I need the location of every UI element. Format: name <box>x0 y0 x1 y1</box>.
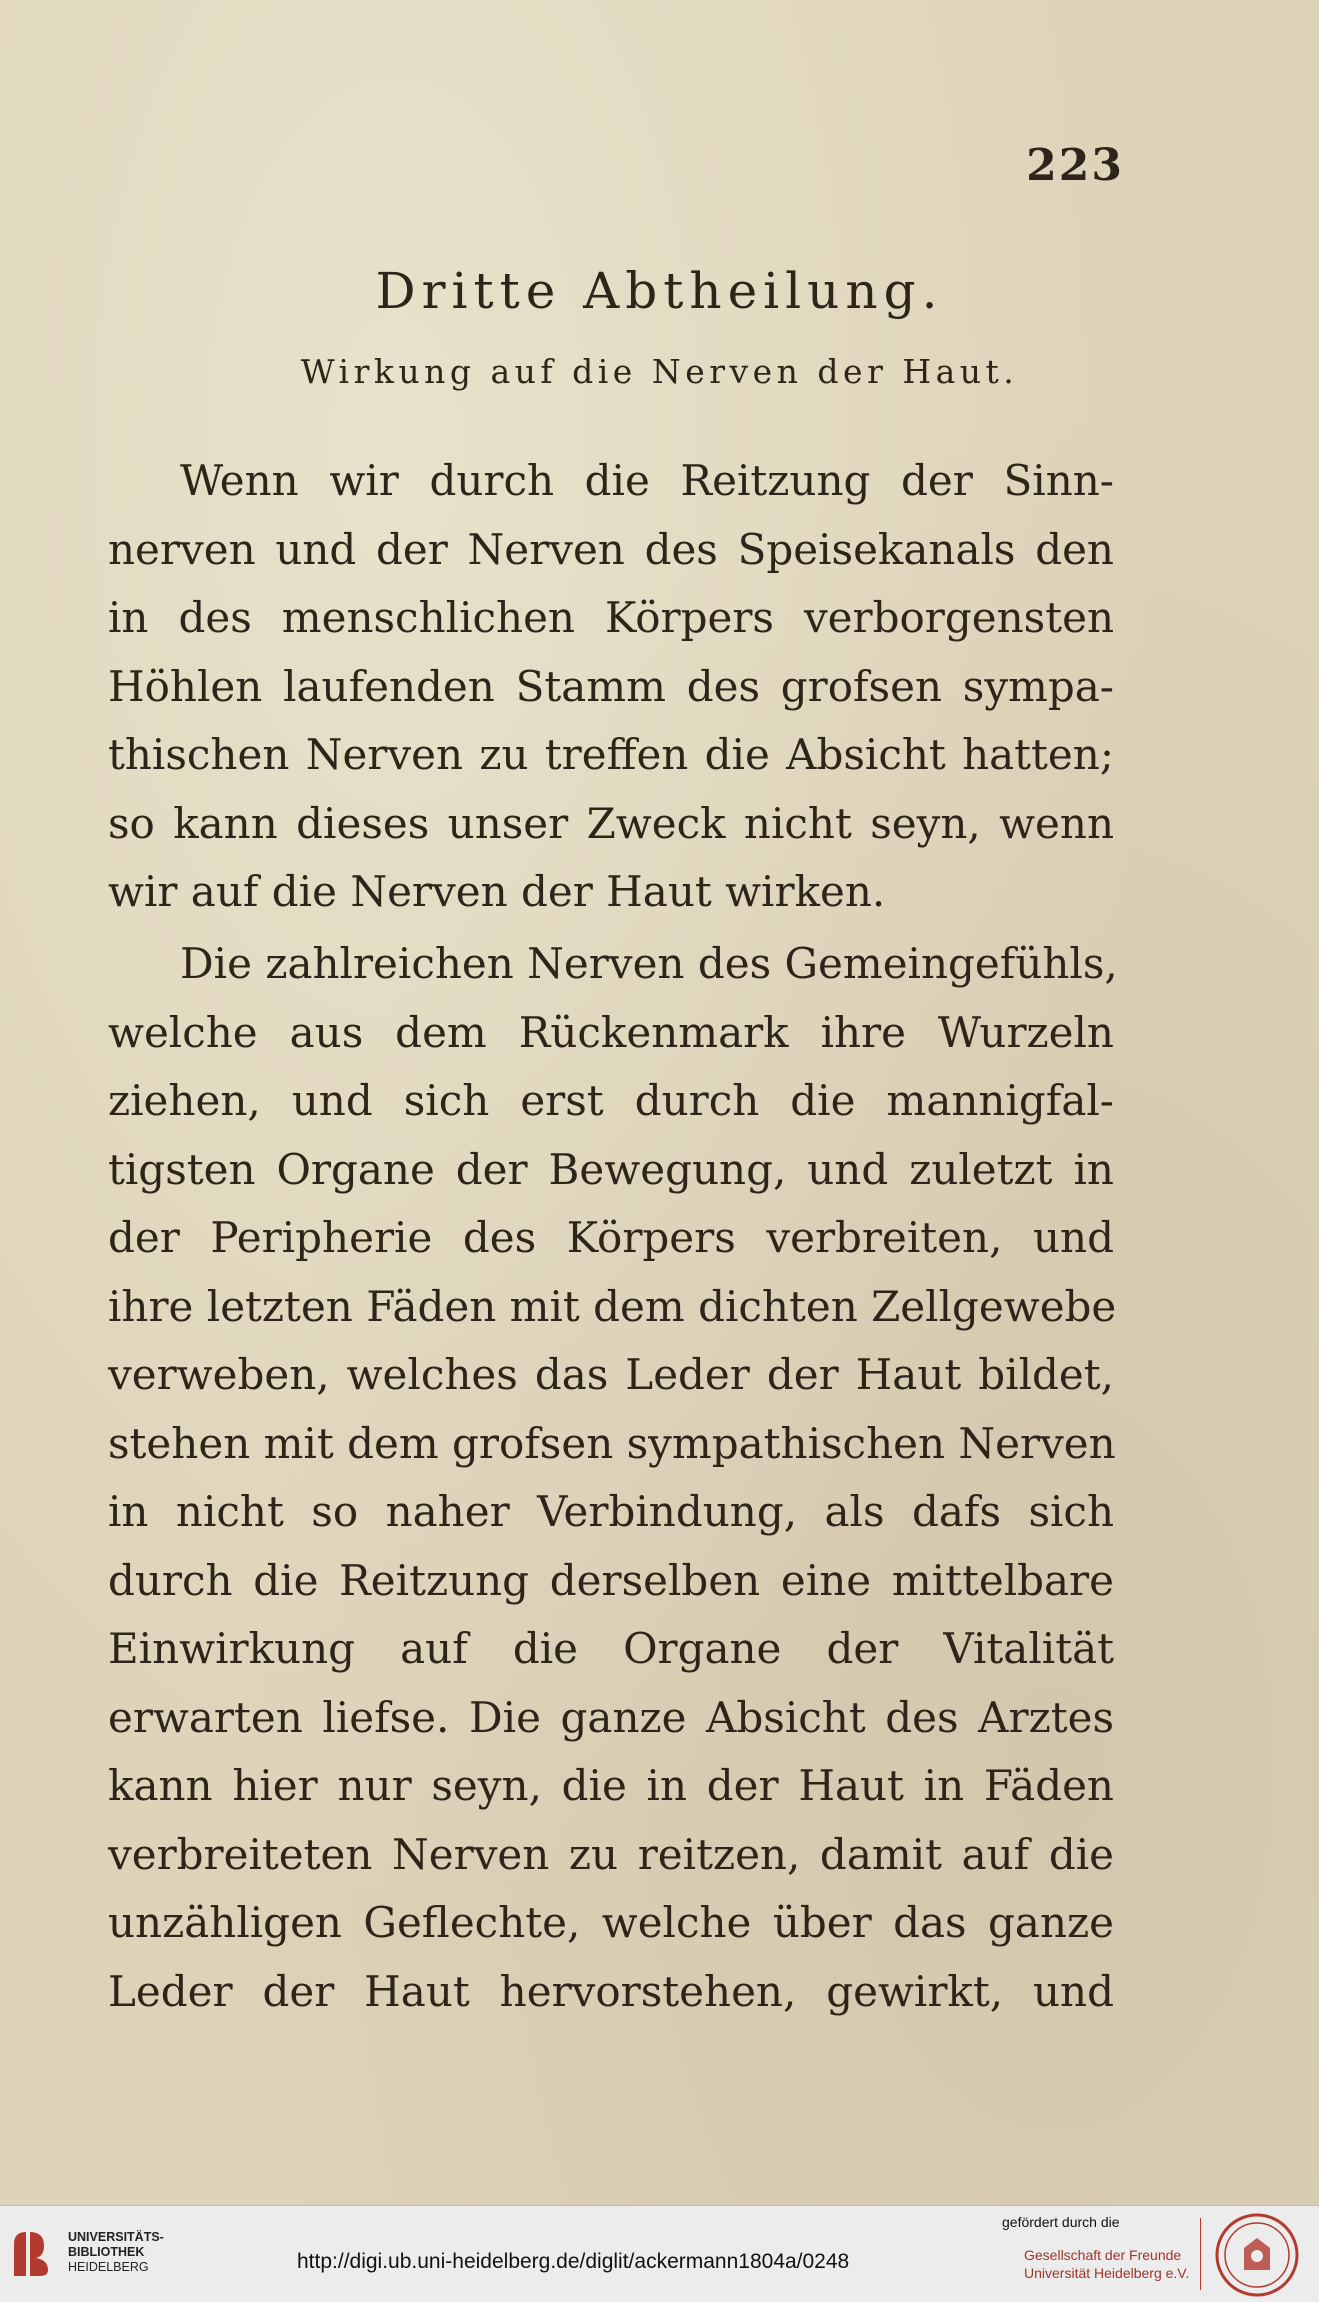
sponsor-divider <box>1200 2218 1201 2290</box>
text-line: in des menschlichen Körpers verborgensten <box>108 593 1114 642</box>
section-title: Dritte Abtheilung. <box>375 262 944 320</box>
text-line: verbreiteten Nerven zu reitzen, damit auf die <box>108 1829 1114 1879</box>
library-name-line: BIBLIOTHEK <box>68 2245 145 2259</box>
text-line: Höhlen laufenden Stamm des grofsen sympa- <box>108 661 1114 711</box>
text-line: so kann dieses unser Zweck nicht seyn, wenn <box>108 798 1114 848</box>
text-line: erwarten liefse. Die ganze Absicht des Arztes <box>108 1692 1114 1742</box>
page-number: 223 <box>1026 140 1124 191</box>
text-line: der Peripherie des Körpers verbreiten, und <box>108 1213 1114 1262</box>
library-name-line: HEIDELBERG <box>68 2260 149 2274</box>
text-line: Die zahlreichen Nerven des Gemeingefühls, <box>180 939 1118 988</box>
text-line: nerven und der Nerven des Speisekanals den <box>108 524 1114 574</box>
sponsor-name-line: Universität Heidelberg e.V. <box>1024 2265 1190 2281</box>
text-line: welche aus dem Rückenmark ihre Wurzeln <box>108 1007 1114 1057</box>
text-line: in nicht so naher Verbindung, als dafs sich <box>108 1487 1114 1536</box>
library-name <box>68 2230 188 2275</box>
footer-bar <box>0 2205 1319 2302</box>
sponsor-label: gefördert durch die <box>1002 2214 1120 2230</box>
paragraph-1 <box>108 447 1114 927</box>
text-line: wir auf die Nerven der Haut wirken. <box>108 867 886 916</box>
text-line: Wenn wir durch die Reitzung der Sinn- <box>180 456 1114 505</box>
permalink-url[interactable]: http://digi.ub.uni-heidelberg.de/diglit/ackermann1804a/0248 <box>297 2250 850 2273</box>
library-name-line: UNIVERSITÄTS- <box>68 2230 164 2244</box>
text-line: kann hier nur seyn, die in der Haut in Fäden <box>108 1761 1114 1810</box>
text-line: Leder der Haut hervorstehen, gewirkt, und <box>108 1966 1114 2016</box>
university-seal-icon <box>1214 2212 1300 2298</box>
text-line: tigsten Organe der Bewegung, und zuletzt in <box>108 1144 1114 1194</box>
text-line: unzähligen Geflechte, welche über das ganze <box>108 1898 1114 1947</box>
library-logo-icon <box>10 2226 54 2282</box>
text-line: verweben, welches das Leder der Haut bildet, <box>108 1350 1114 1399</box>
paragraph-2 <box>108 930 1118 2026</box>
sponsor-name <box>1024 2246 1189 2282</box>
text-line: ziehen, und sich erst durch die mannigfal- <box>108 1076 1114 1125</box>
text-line: stehen mit dem grofsen sympathischen Nerven <box>108 1418 1116 1468</box>
sponsor-name-line: Gesellschaft der Freunde <box>1024 2247 1182 2263</box>
section-subtitle: Wirkung auf die Nerven der Haut. <box>300 352 1019 391</box>
text-line: thischen Nerven zu treffen die Absicht hatten; <box>108 730 1114 779</box>
text-line: durch die Reitzung derselben eine mittelbare <box>108 1555 1114 1605</box>
text-line: ihre letzten Fäden mit dem dichten Zellgewebe <box>108 1281 1117 1331</box>
text-line: Einwirkung auf die Organe der Vitalität <box>108 1624 1114 1673</box>
